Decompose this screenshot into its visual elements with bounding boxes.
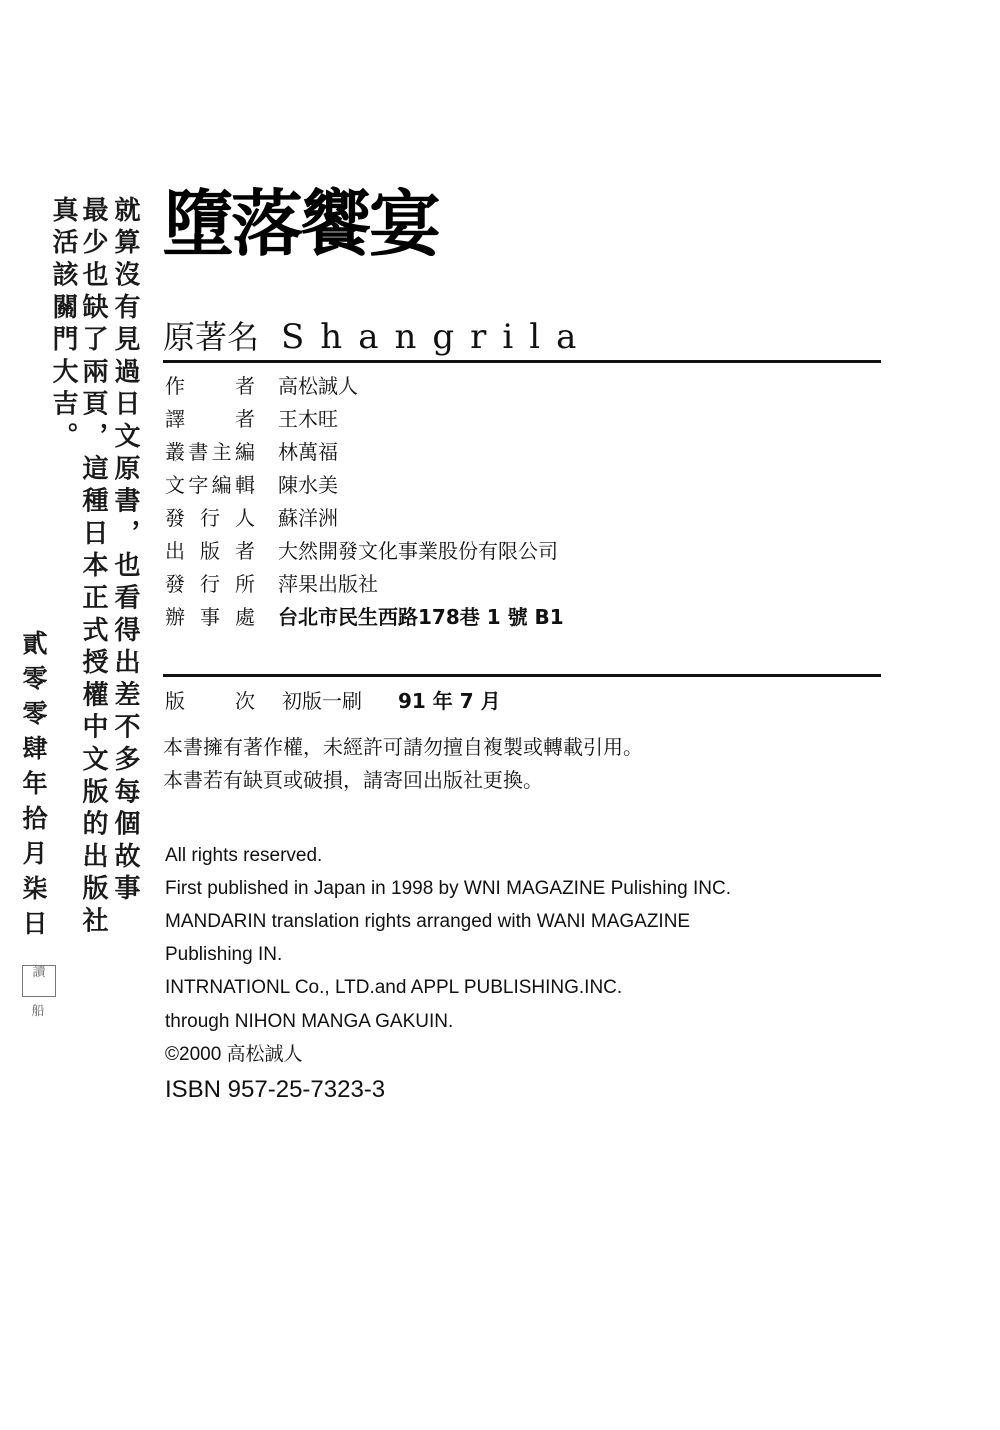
divider-top: [163, 360, 881, 363]
english-line: All rights reserved.: [165, 845, 323, 866]
credit-label: 叢書主編: [165, 440, 255, 464]
credit-row-issuer: [165, 506, 338, 530]
calligraphy-date: 貳零零肆年拾月柒日: [19, 630, 48, 945]
replacement-notice: 本書若有缺頁或破損，請寄回出版社更換。: [163, 768, 543, 792]
copyright-notice: 本書擁有著作權，未經許可請勿擅自複製或轉載引用。: [163, 735, 643, 759]
credit-label: 出版者: [165, 539, 255, 563]
edition-row: [165, 689, 501, 713]
credit-row-author: [165, 374, 358, 398]
english-line: through NIHON MANGA GAKUIN.: [165, 1011, 454, 1032]
copyright-line: ©2000 高松誠人: [165, 1044, 303, 1065]
credit-value: 林萬福: [278, 440, 338, 464]
english-line: INTRNATIONL Co., LTD.and APPL PUBLISHING.INC.: [165, 977, 623, 998]
credit-label: 作 者: [165, 374, 255, 398]
seal-mark-1: 讀: [22, 965, 56, 997]
edition-label: 版 次: [165, 689, 255, 713]
credit-label: 發行所: [165, 572, 255, 596]
credit-value: 萍果出版社: [278, 572, 378, 596]
calligraphy-column-3: 真活該關門大吉。: [48, 196, 78, 455]
credit-value: 高松誠人: [278, 374, 358, 398]
credit-row-publisher: [165, 539, 558, 563]
original-title-value: Shangrila: [281, 317, 593, 357]
calligraphy-column-1: 就算沒有見過日文原書，也看得出差不多每個故事: [110, 196, 140, 907]
isbn: ISBN 957-25-7323-3: [165, 1076, 386, 1103]
divider-bottom: [163, 674, 881, 677]
english-line: MANDARIN translation rights arranged with WANI MAGAZINE: [165, 911, 691, 932]
credit-row-office: [165, 605, 564, 629]
book-title: 墮落饗宴: [162, 182, 439, 266]
credit-label: 辦事處: [165, 605, 255, 629]
original-title-row: [163, 317, 593, 357]
edition-value: 初版一刷: [282, 689, 362, 713]
credit-row-text-editor: [165, 473, 338, 497]
credit-value: 台北市民生西路178巷 1 號 B1: [278, 605, 564, 629]
original-title-label: 原著名: [163, 318, 260, 356]
credit-value: 大然開發文化事業股份有限公司: [278, 539, 558, 563]
english-line: First published in Japan in 1998 by WNI MAGAZINE Pulishing INC.: [165, 878, 732, 899]
credit-label: 文字編輯: [165, 473, 255, 497]
calligraphy-column-2: 最少也缺了兩頁，這種日本正式授權中文版的出版社: [78, 196, 108, 939]
credit-value: 蘇洋洲: [278, 506, 338, 530]
credit-row-series-editor: [165, 440, 338, 464]
credit-label: 譯 者: [165, 407, 255, 431]
credit-row-distributor: [165, 572, 378, 596]
seal-mark-2: 船: [31, 1004, 45, 1019]
credit-row-translator: [165, 407, 338, 431]
credit-value: 王木旺: [278, 407, 338, 431]
edition-date: 91 年 7 月: [398, 689, 501, 713]
english-line: Publishing IN.: [165, 944, 283, 965]
credit-value: 陳水美: [278, 473, 338, 497]
credit-label: 發行人: [165, 506, 255, 530]
